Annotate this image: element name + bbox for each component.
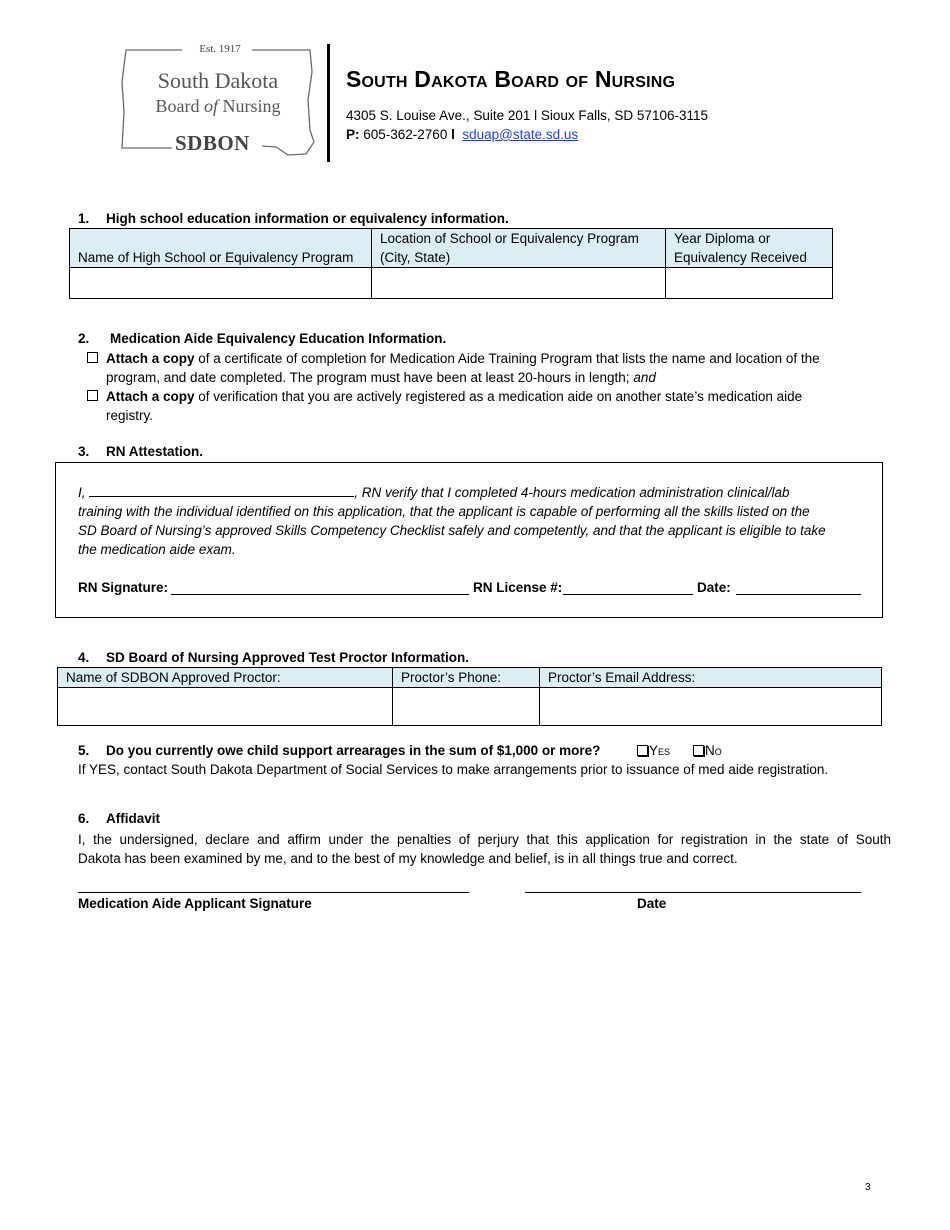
- applicant-signature-label: Medication Aide Applicant Signature: [78, 896, 312, 911]
- attach-verification-text: Attach a copy of verification that you are actively registered as a medication aide on another state’s medication aide registry.: [106, 389, 803, 423]
- page-number: 3: [865, 1182, 871, 1193]
- col-school-location: Location of School or Equivalency Program (City, State): [372, 229, 666, 268]
- rn-signature-label: RN Signature:: [78, 580, 169, 595]
- yes-checkbox[interactable]: [637, 745, 648, 756]
- rn-date-label: Date:: [697, 580, 731, 595]
- rn-date-field[interactable]: [736, 594, 861, 595]
- applicant-date-field[interactable]: [525, 892, 861, 893]
- contact-line: P: 605-362-2760 l sduap@state.sd.us: [346, 127, 579, 142]
- section-3-heading: 3. RN Attestation.: [78, 444, 203, 459]
- input-year-received[interactable]: [666, 268, 833, 299]
- sdbon-logo: [120, 42, 320, 167]
- rn-attestation-box: [55, 462, 883, 618]
- col-year-received: Year Diploma or Equivalency Received: [666, 229, 833, 268]
- rn-attestation-text: I, , RN verify that I completed 4-hours medication administration clinical/lab training with the individual identified on this application, that the applicant is capable of performing all the skills listed on the SD Board of Nursing’s approved Skills Competency Checklist safely and competently, and that the applicant is eligible to take the medication aide exam.: [78, 485, 826, 557]
- input-school-location[interactable]: [372, 268, 666, 299]
- col-high-school-name: Name of High School or Equivalency Program: [70, 229, 372, 268]
- rn-signature-field[interactable]: [171, 594, 469, 595]
- col-proctor-name: Name of SDBON Approved Proctor:: [58, 668, 393, 688]
- section-4-heading: 4. SD Board of Nursing Approved Test Proctor Information.: [78, 650, 470, 665]
- child-support-yes-option[interactable]: Yes: [637, 743, 670, 758]
- rn-license-field[interactable]: [563, 594, 693, 595]
- logo-line-board: Board of Nursing: [155, 96, 281, 116]
- input-proctor-phone[interactable]: [393, 688, 540, 726]
- phone-number: 605-362-2760: [359, 127, 452, 142]
- proctor-table: [57, 667, 882, 726]
- organization-name: South Dakota Board of Nursing: [346, 66, 676, 92]
- applicant-signature-field[interactable]: [78, 892, 469, 893]
- email-link[interactable]: sduap@state.sd.us: [462, 127, 579, 142]
- section-5-heading: 5. Do you currently owe child support arrearages in the sum of $1,000 or more?: [78, 743, 601, 758]
- no-checkbox[interactable]: [693, 745, 704, 756]
- section-6-heading: 6. Affidavit: [78, 811, 160, 826]
- col-proctor-email: Proctor’s Email Address:: [540, 668, 882, 688]
- input-high-school-name[interactable]: [70, 268, 372, 299]
- input-proctor-email[interactable]: [540, 688, 882, 726]
- header-divider: [327, 44, 330, 162]
- attach-verification-checkbox[interactable]: [87, 390, 98, 401]
- input-proctor-name[interactable]: [58, 688, 393, 726]
- logo-line-south-dakota: South Dakota: [157, 68, 279, 93]
- logo-abbreviation: SDBON: [175, 131, 250, 155]
- affidavit-text: I, the undersigned, declare and affirm under the penalties of perjury that this application for registration in the state of South Dakota has been examined by me, and to the best of my knowledge and belief, is in all things true and correct.: [78, 832, 891, 866]
- organization-address: 4305 S. Louise Ave., Suite 201 l Sioux Falls, SD 57106-3115: [346, 108, 708, 123]
- attach-certificate-checkbox[interactable]: [87, 352, 98, 363]
- child-support-note: If YES, contact South Dakota Department of Social Services to make arrangements prior to issuance of med aide registration.: [78, 762, 829, 777]
- phone-label: P:: [346, 127, 360, 142]
- rn-license-label: RN License #:: [473, 580, 563, 595]
- section-1-heading: 1. High school education information or equivalency information.: [78, 211, 509, 226]
- col-proctor-phone: Proctor’s Phone:: [393, 668, 540, 688]
- section-2-heading: 2. Medication Aide Equivalency Education Information.: [78, 331, 447, 346]
- child-support-no-option[interactable]: No: [693, 743, 722, 758]
- attach-certificate-text: Attach a copy of a certificate of completion for Medication Aide Training Program that lists the name and location of the program, and date completed. The program must have been at least 20-hours in length; and: [106, 351, 820, 385]
- applicant-date-label: Date: [637, 896, 667, 911]
- high-school-table: [69, 228, 833, 299]
- logo-established: Est. 1917: [199, 43, 241, 55]
- rn-name-field[interactable]: [89, 484, 354, 497]
